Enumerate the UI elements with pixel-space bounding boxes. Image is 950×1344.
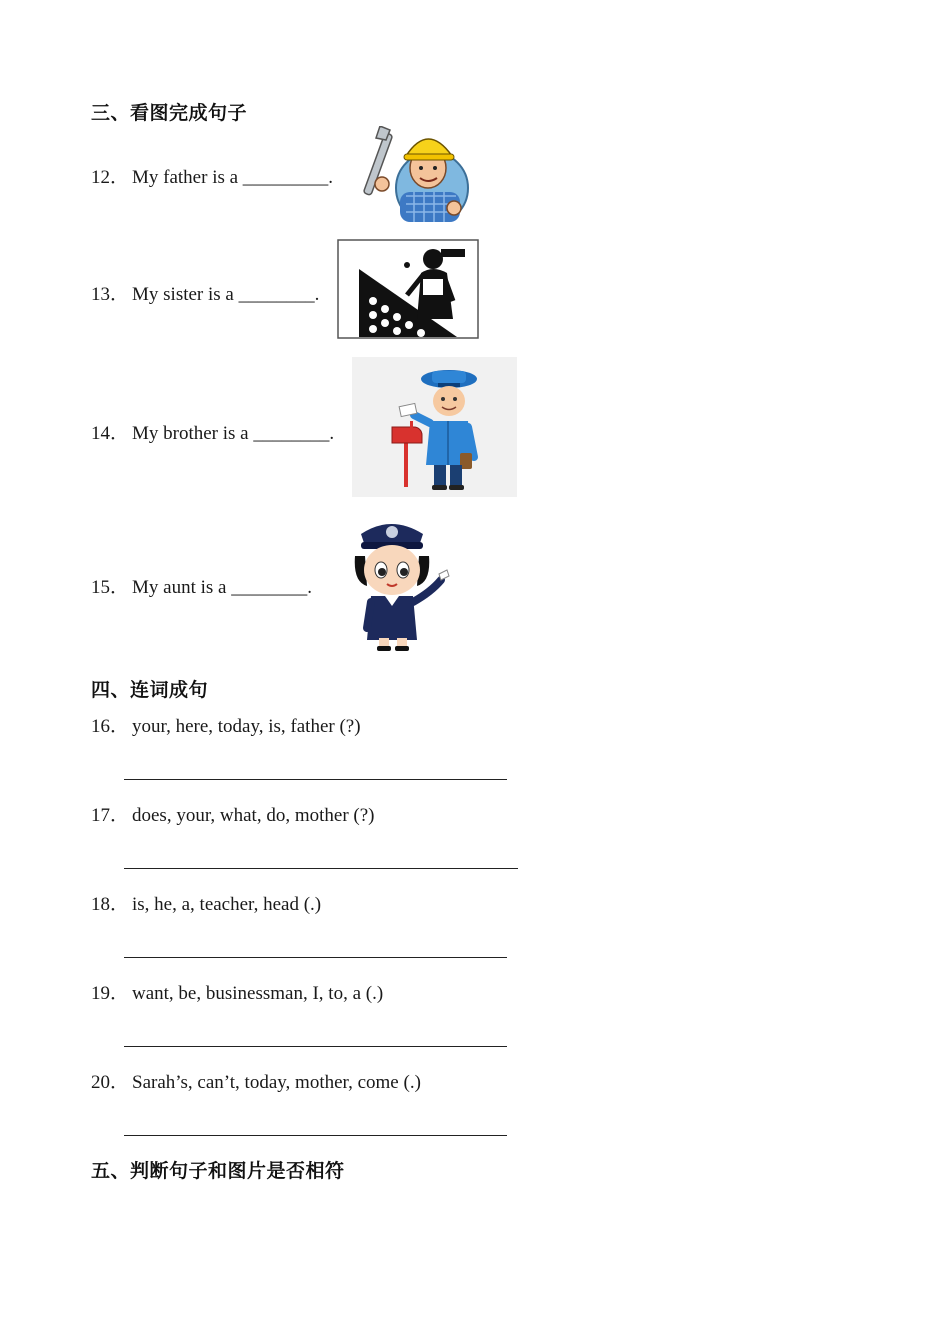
question-text: My aunt is a ________.	[132, 577, 312, 598]
question-text: is, he, a, teacher, head (.)	[132, 894, 322, 915]
answer-line-20[interactable]	[124, 1135, 507, 1136]
question-number: 13．	[91, 284, 130, 305]
section-title-3: 三、看图完成句子	[91, 102, 248, 124]
question-text: want, be, businessman, I, to, a (.)	[132, 983, 384, 1004]
question-20	[91, 1067, 421, 1094]
factory-worker-illustration	[337, 239, 479, 339]
question-text: your, here, today, is, father (?)	[132, 716, 361, 737]
question-19	[91, 978, 383, 1005]
answer-line-18[interactable]	[124, 957, 507, 958]
question-17	[91, 800, 374, 827]
question-14	[91, 418, 334, 445]
question-number: 12．	[91, 167, 130, 188]
question-text: My brother is a ________.	[132, 423, 335, 444]
section-title-5: 五、判断句子和图片是否相符	[91, 1160, 345, 1182]
question-number: 14．	[91, 423, 130, 444]
section-title-4: 四、连词成句	[91, 679, 209, 701]
postman-mailbox-illustration	[352, 357, 517, 497]
worker-with-wrench-illustration	[362, 126, 472, 222]
question-number: 17．	[91, 805, 130, 826]
question-number: 19．	[91, 983, 130, 1004]
question-text: My sister is a ________.	[132, 284, 320, 305]
answer-line-19[interactable]	[124, 1046, 507, 1047]
question-number: 15．	[91, 577, 130, 598]
question-number: 18．	[91, 894, 130, 915]
answer-line-16[interactable]	[124, 779, 507, 780]
question-13	[91, 279, 319, 306]
question-16	[91, 711, 361, 738]
answer-line-17[interactable]	[124, 868, 518, 869]
question-text: does, your, what, do, mother (?)	[132, 805, 375, 826]
question-12	[91, 162, 333, 189]
question-number: 16．	[91, 716, 130, 737]
question-text: My father is a _________.	[132, 167, 334, 188]
police-officer-illustration	[345, 512, 455, 652]
question-number: 20．	[91, 1072, 130, 1093]
question-15	[91, 572, 312, 599]
question-18	[91, 889, 321, 916]
question-text: Sarah’s, can’t, today, mother, come (.)	[132, 1072, 421, 1093]
